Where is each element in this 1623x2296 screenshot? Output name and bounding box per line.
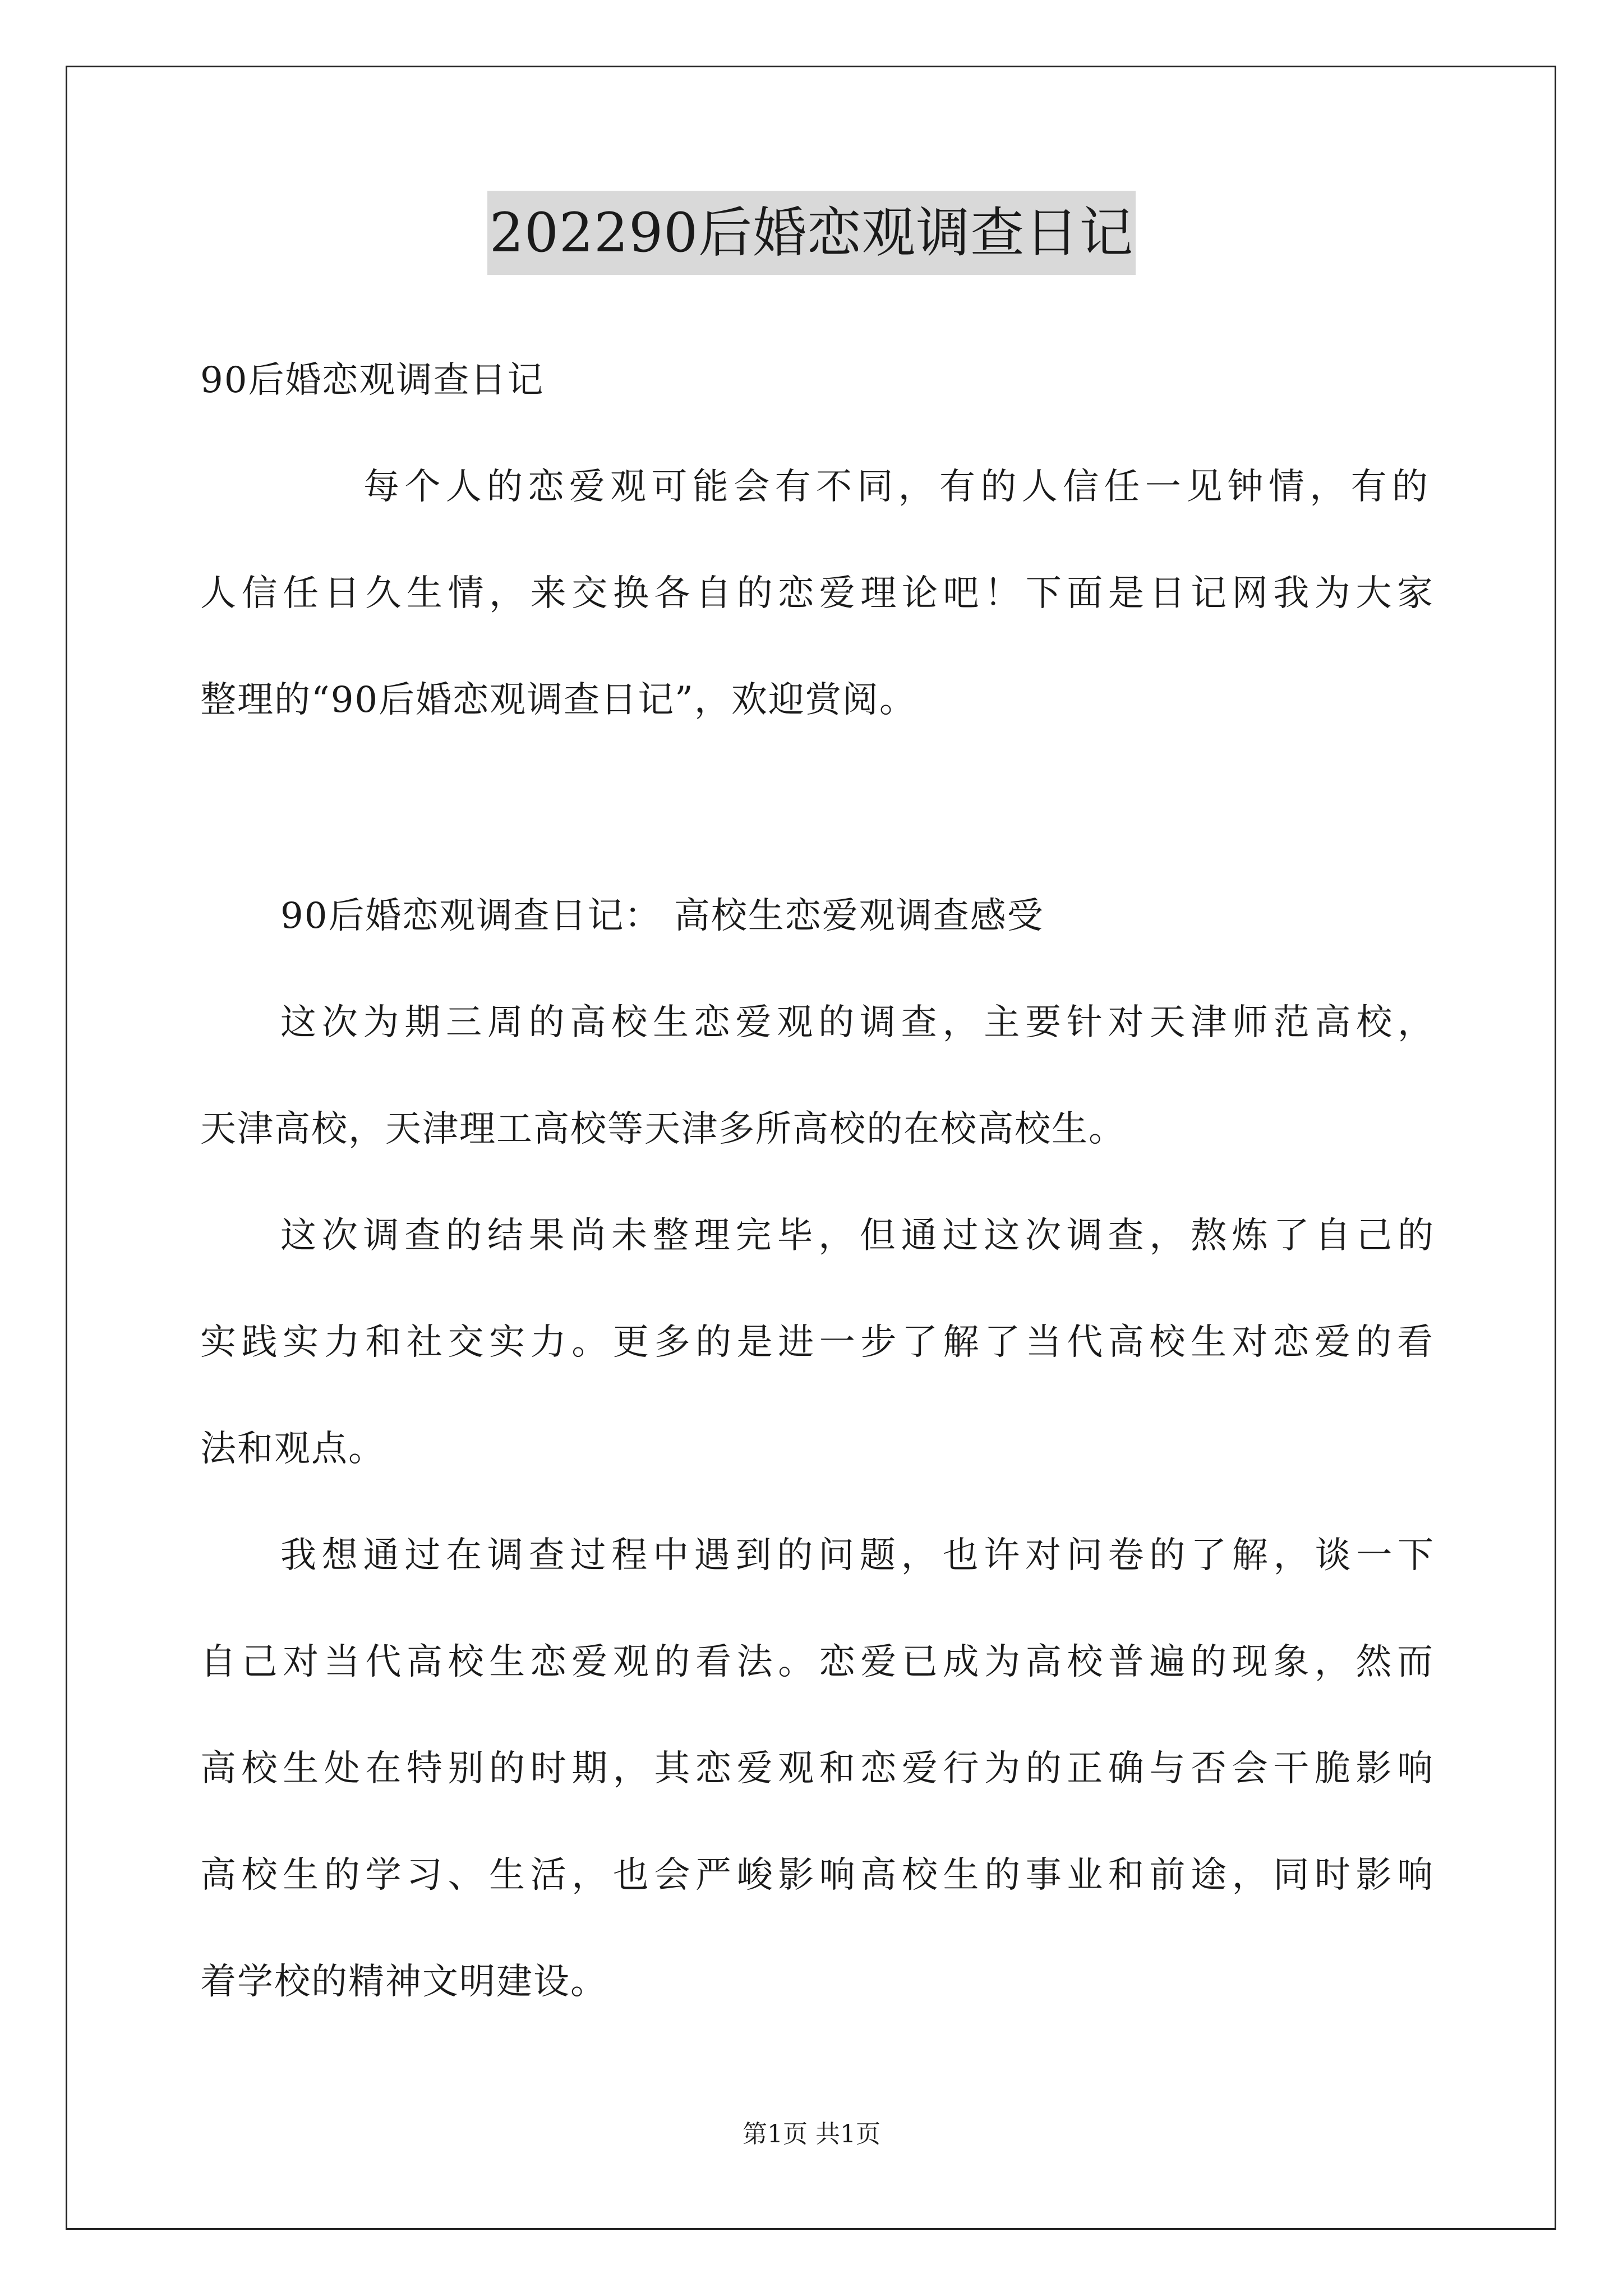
paragraph-line: 自己对当代高校生恋爱观的看法。恋爱已成为高校普遍的现象，然而 xyxy=(200,1641,1434,1683)
document-subtitle: 90后婚恋观调查日记 xyxy=(200,360,545,401)
paragraph-line: 这次为期三周的高校生恋爱观的调查，主要针对天津师范高校， xyxy=(280,1002,1435,1043)
section-heading: 90后婚恋观调查日记： 高校生恋爱观调查感受 xyxy=(280,895,1044,937)
document-title: 202290后婚恋观调查日记 xyxy=(487,191,1136,275)
paragraph-line: 这次调查的结果尚未整理完毕，但通过这次调查，熬炼了自己的 xyxy=(280,1215,1435,1257)
paragraph-line: 天津高校，天津理工高校等天津多所高校的在校高校生。 xyxy=(200,1108,1126,1150)
paragraph-line: 每个人的恋爱观可能会有不同，有的人信任一见钟情，有的 xyxy=(363,466,1429,508)
paragraph-line: 我想通过在调查过程中遇到的问题，也许对问卷的了解，谈一下 xyxy=(280,1535,1435,1576)
paragraph-line: 法和观点。 xyxy=(200,1428,385,1470)
paragraph-line: 高校生处在特别的时期，其恋爱观和恋爱行为的正确与否会干脆影响 xyxy=(200,1748,1434,1789)
paragraph-line: 人信任日久生情，来交换各自的恋爱理论吧！下面是日记网我为大家 xyxy=(200,573,1434,614)
paragraph-line: 整理的“90后婚恋观调查日记”，欢迎赏阅。 xyxy=(200,679,916,721)
paragraph-line: 着学校的精神文明建设。 xyxy=(200,1961,607,2003)
paragraph-line: 实践实力和社交实力。更多的是进一步了解了当代高校生对恋爱的看 xyxy=(200,1322,1434,1363)
page-footer: 第1页 共1页 xyxy=(743,2120,880,2148)
title-container xyxy=(0,191,1623,275)
paragraph-line: 高校生的学习、生活，也会严峻影响高校生的事业和前途，同时影响 xyxy=(200,1855,1434,1896)
